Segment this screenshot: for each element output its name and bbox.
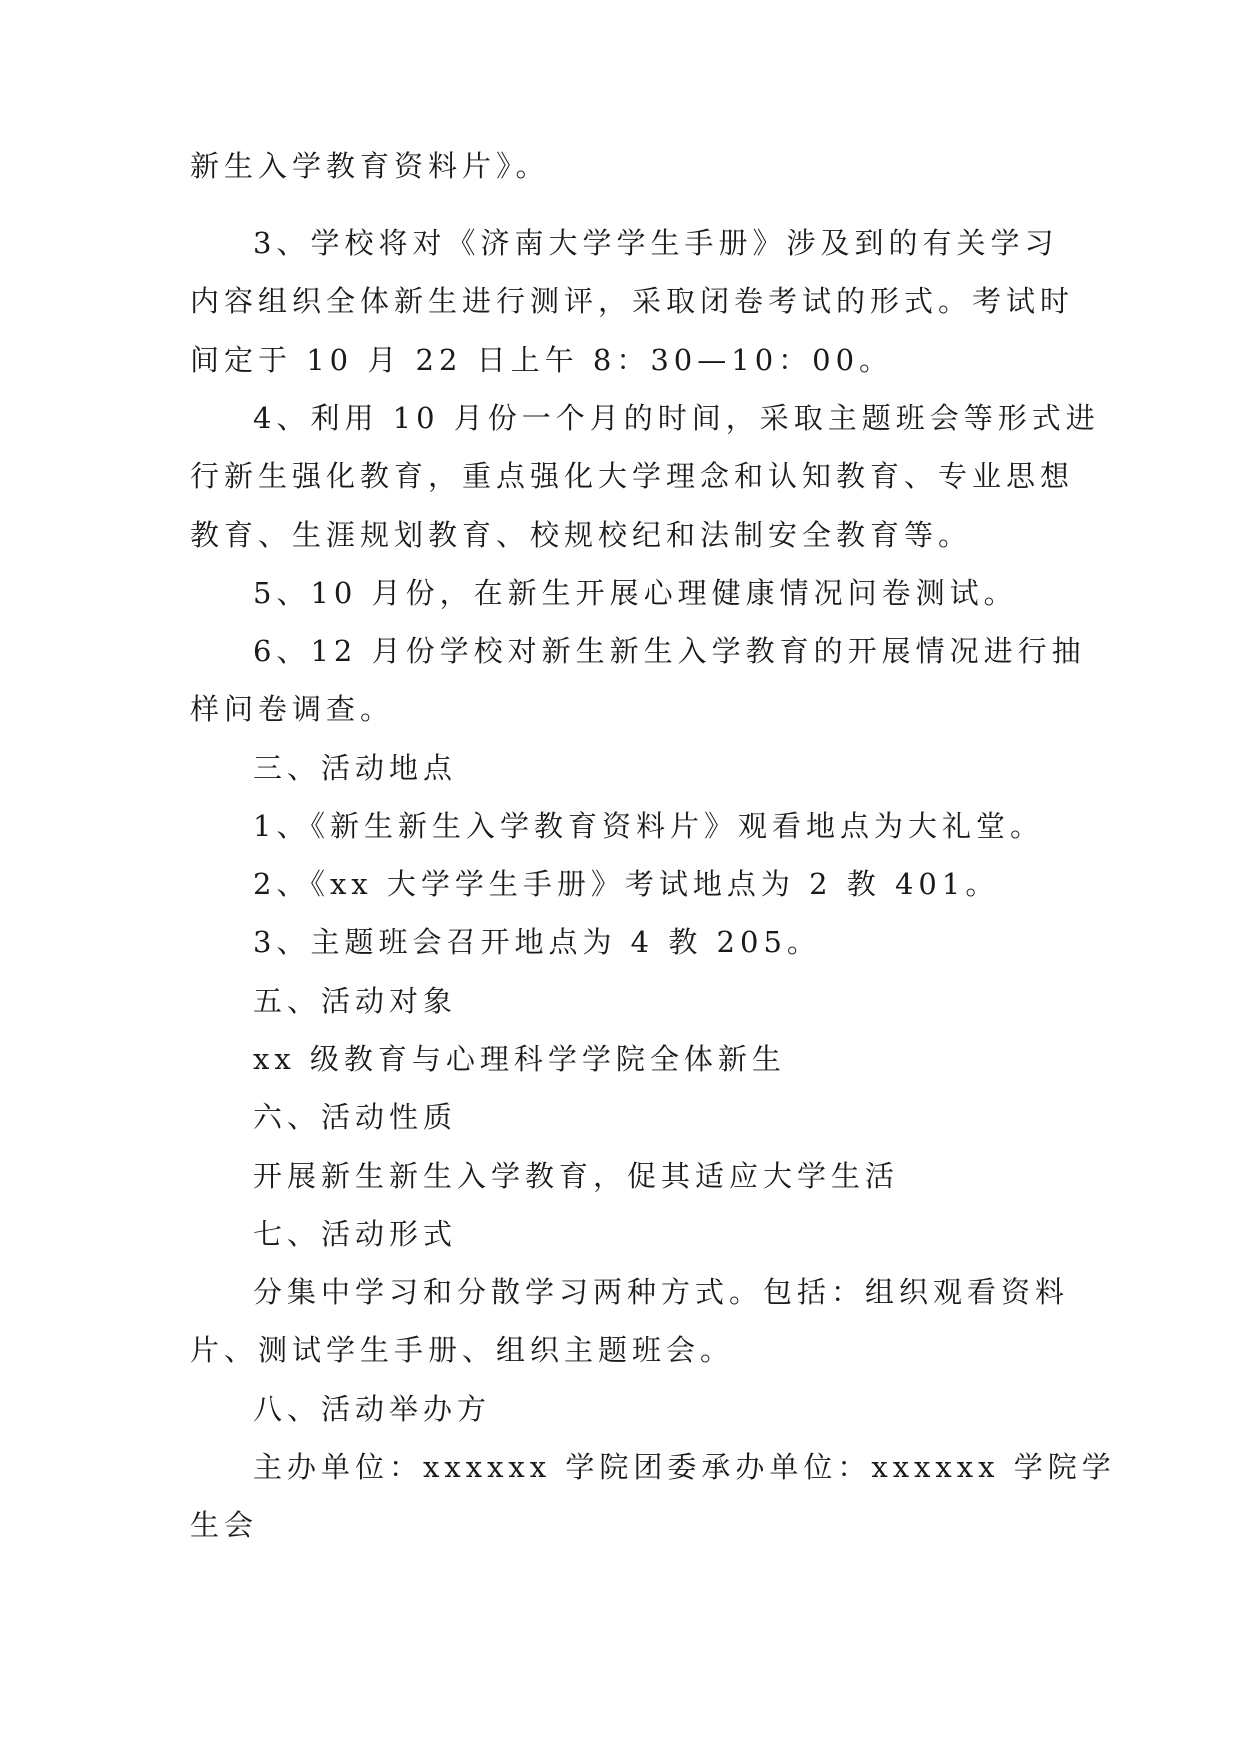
body-line: 主办单位：xxxxxx 学院团委承办单位：xxxxxx 学院学 (253, 1450, 1116, 1484)
section-heading: 五、活动对象 (253, 984, 458, 1018)
body-line: 教育、生涯规划教育、校规校纪和法制安全教育等。 (190, 518, 973, 552)
body-line: 5、10 月份，在新生开展心理健康情况问卷测试。 (253, 576, 1018, 610)
body-line: 1、《新生新生入学教育资料片》观看地点为大礼堂。 (253, 809, 1044, 843)
body-line: 4、利用 10 月份一个月的时间，采取主题班会等形式进 (253, 401, 1100, 435)
body-line: 分集中学习和分散学习两种方式。包括：组织观看资料 (253, 1275, 1070, 1309)
body-line: 3、学校将对《济南大学学生手册》涉及到的有关学习 (253, 226, 1059, 260)
body-line: 3、主题班会召开地点为 4 教 205。 (253, 925, 821, 959)
body-line: 样问卷调查。 (190, 692, 395, 726)
body-line: 片、测试学生手册、组织主题班会。 (190, 1333, 735, 1367)
body-line: 新生入学教育资料片》。 (190, 149, 550, 183)
body-line: 生会 (190, 1508, 259, 1542)
body-line: xx 级教育与心理科学学院全体新生 (253, 1042, 786, 1076)
body-line: 开展新生新生入学教育，促其适应大学生活 (253, 1159, 900, 1193)
section-heading: 六、活动性质 (253, 1100, 458, 1134)
section-heading: 七、活动形式 (253, 1217, 458, 1251)
body-line: 6、12 月份学校对新生新生入学教育的开展情况进行抽 (253, 634, 1086, 668)
body-line: 间定于 10 月 22 日上午 8：30—10：00。 (190, 343, 894, 377)
body-line: 2、《xx 大学学生手册》考试地点为 2 教 401。 (253, 867, 1000, 901)
body-line: 内容组织全体新生进行测评，采取闭卷考试的形式。考试时 (190, 284, 1075, 318)
body-line: 行新生强化教育，重点强化大学理念和认知教育、专业思想 (190, 459, 1075, 493)
section-heading: 八、活动举办方 (253, 1392, 492, 1426)
section-heading: 三、活动地点 (253, 751, 458, 785)
